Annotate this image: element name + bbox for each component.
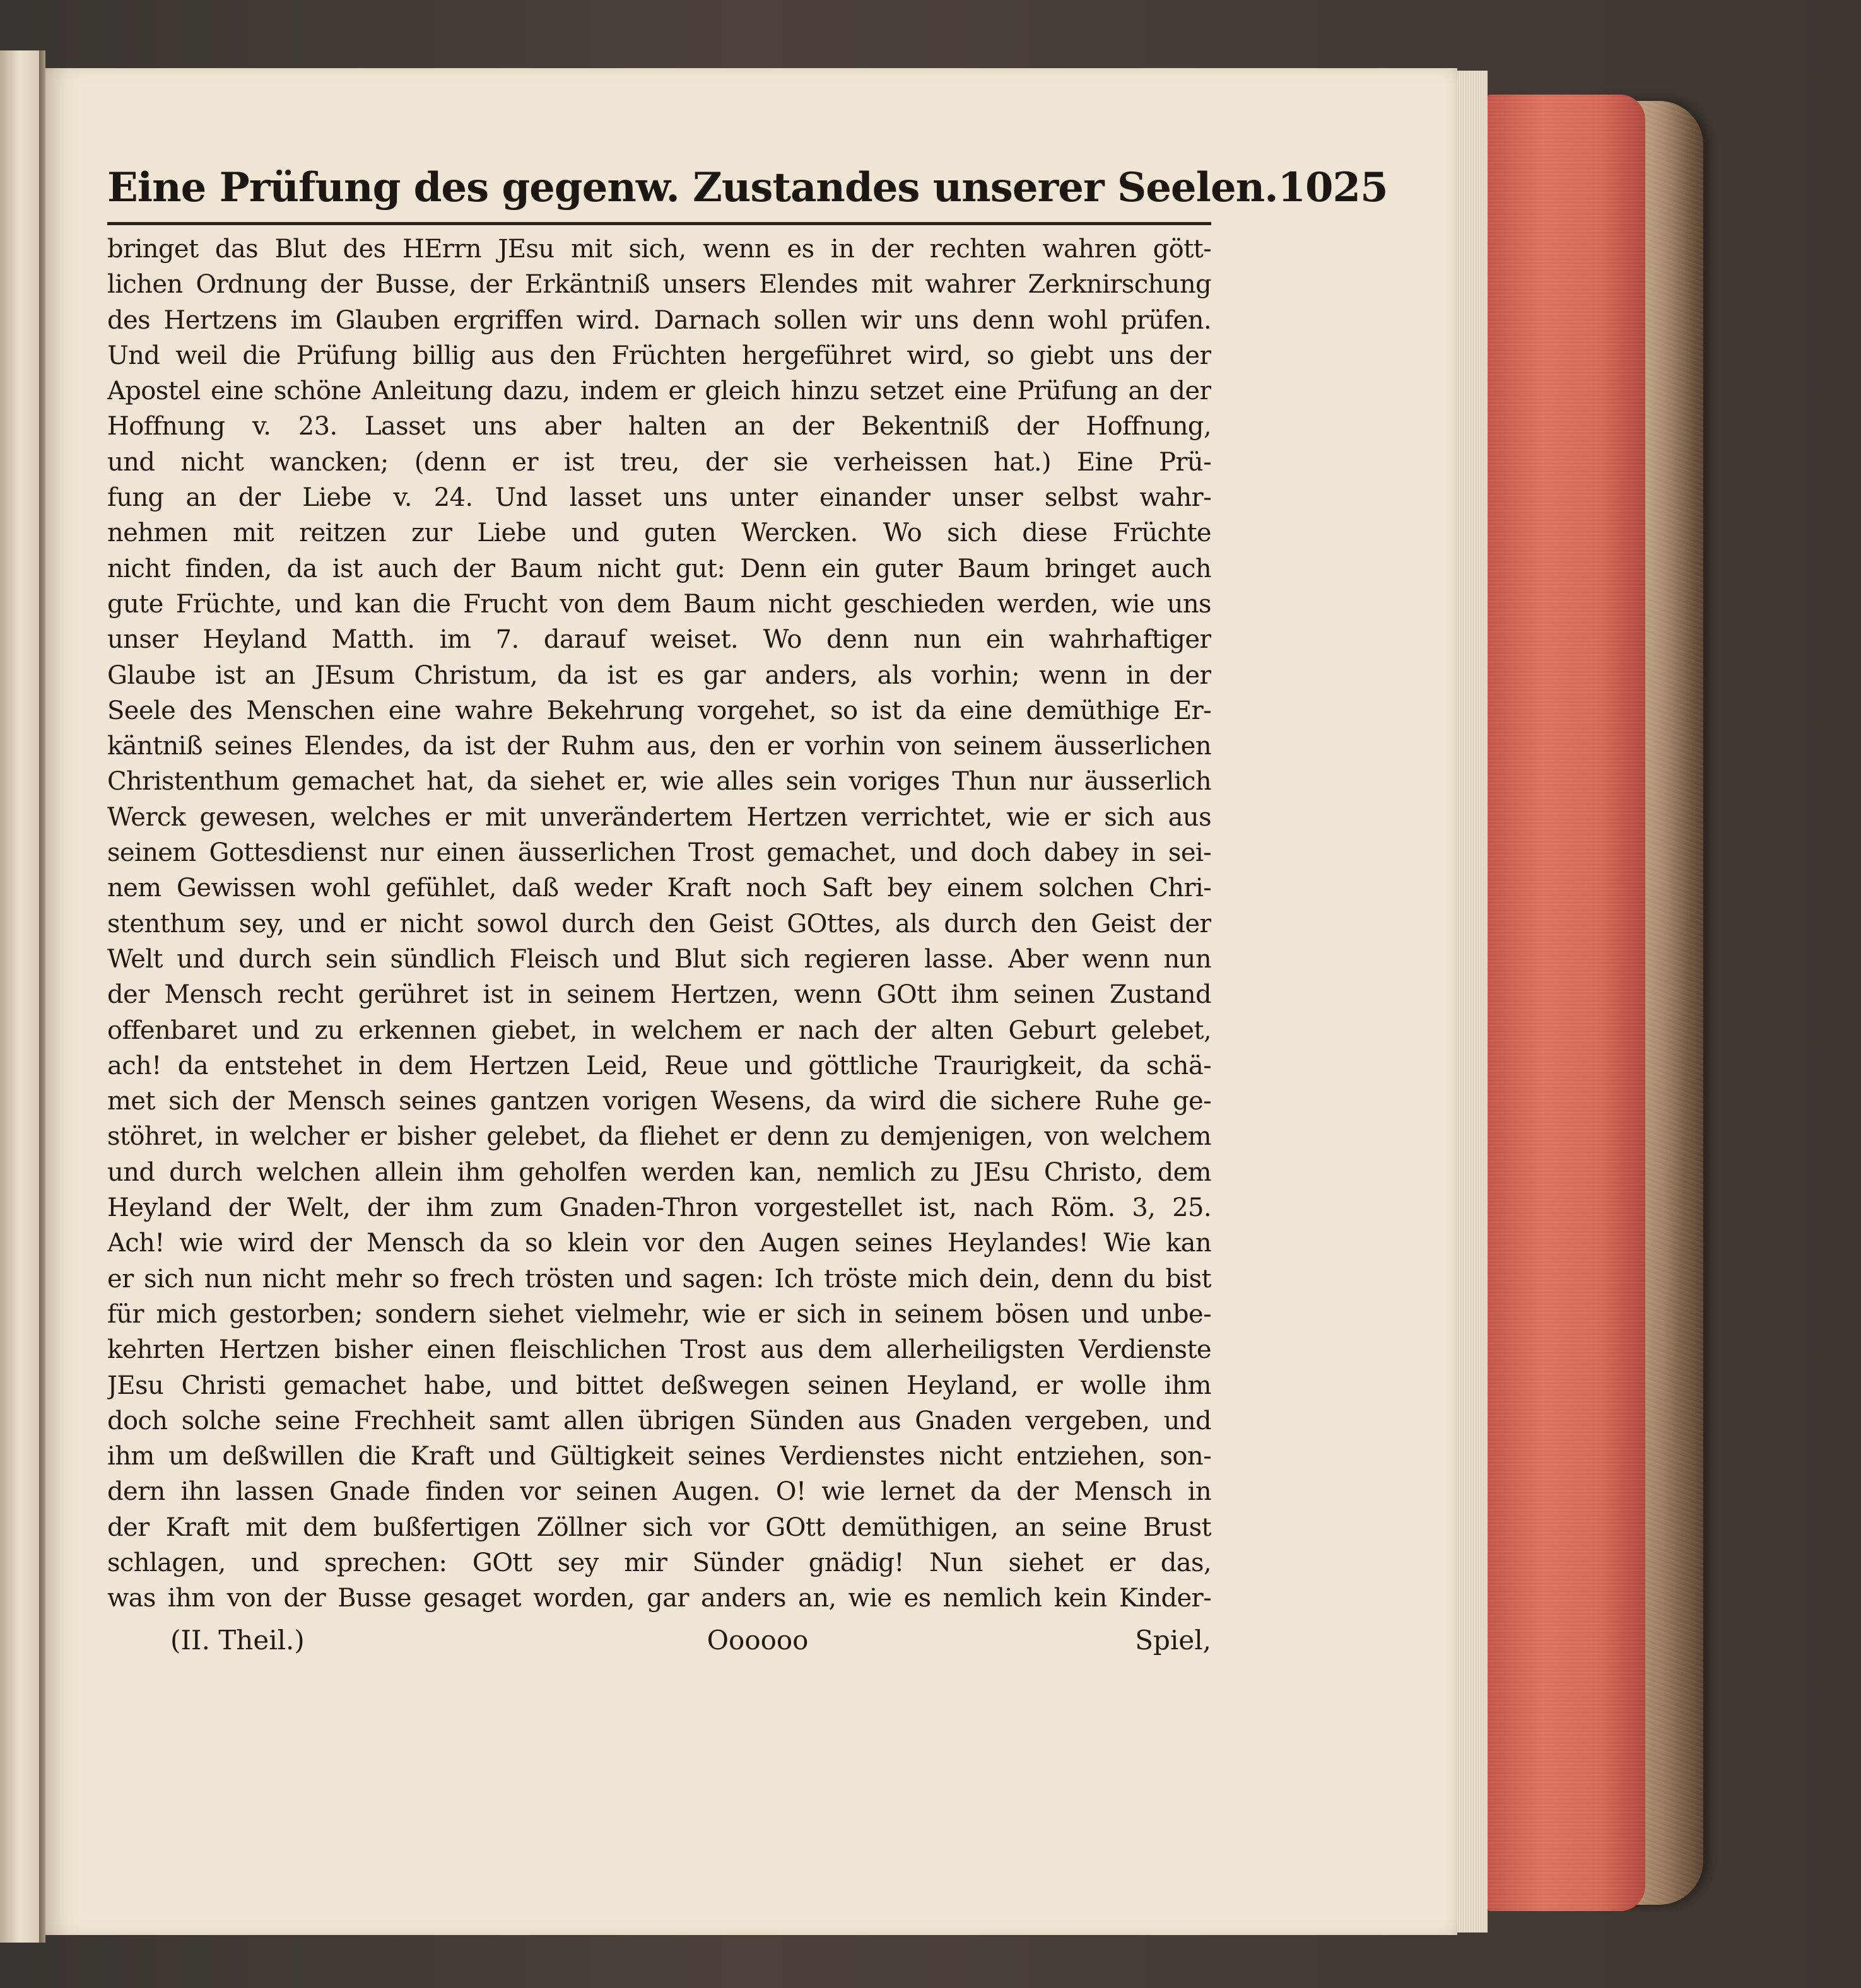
text-line: ihm um deßwillen die Kraft und Gültigkeit seines Verdienstes nicht entziehen, son-: [107, 1442, 1211, 1471]
text-line: gute Früchte, und kan die Frucht von dem Baum nicht geschieden werden, wie uns: [107, 589, 1211, 619]
text-line: Werck gewesen, welches er mit unverändertem Hertzen verrichtet, wie er sich aus: [107, 802, 1211, 832]
text-line: für mich gestorben; sondern siehet vielmehr, wie er sich in seinem bösen und unbe-: [107, 1299, 1211, 1329]
text-line: stenthum sey, und er nicht sowol durch den Geist GOttes, als durch den Geist der: [107, 909, 1211, 938]
footer-part: (II. Theil.): [170, 1624, 305, 1656]
fore-edge-texture: [1488, 95, 1645, 1911]
text-line: des Hertzens im Glauben ergriffen wird. Darnach sollen wir uns denn wohl prüfen.: [107, 305, 1211, 335]
page-footer: [107, 1622, 1211, 1659]
text-line: der Mensch recht gerühret ist in seinem Hertzen, wenn GOtt ihm seinen Zustand: [107, 980, 1211, 1010]
text-line: nicht finden, da ist auch der Baum nicht gut: Denn ein guter Baum bringet auch: [107, 554, 1211, 583]
text-line: Ach! wie wird der Mensch da so klein vor den Augen seines Heylandes! Wie kan: [107, 1229, 1211, 1258]
text-line: Heyland der Welt, der ihm zum Gnaden-Thron vorgestellet ist, nach Röm. 3, 25.: [107, 1193, 1211, 1223]
text-line: und nicht wancken; (denn er ist treu, der sie verheissen hat.) Eine Prü-: [107, 447, 1211, 477]
head-rule: [107, 222, 1211, 225]
red-fore-edge: [1488, 95, 1645, 1911]
text-line: schlagen, und sprechen: GOtt sey mir Sünder gnädig! Nun siehet er das,: [107, 1548, 1211, 1577]
text-line: lichen Ordnung der Busse, der Erkäntniß unsers Elendes mit wahrer Zerknirschung: [107, 270, 1211, 300]
text-line: und durch welchen allein ihm geholfen werden kan, nemlich zu JEsu Christo, dem: [107, 1157, 1211, 1187]
text-line: Christenthum gemachet hat, da siehet er, wie alles sein voriges Thun nur äusserlich: [107, 767, 1211, 797]
book-gutter: [39, 50, 45, 1943]
text-line: doch solche seine Frechheit samt allen übrigen Sünden aus Gnaden vergeben, und: [107, 1406, 1211, 1435]
running-head-title: Eine Prüfung des gegenw. Zustandes unserer Seelen.: [107, 164, 1278, 211]
running-head: [107, 158, 1388, 218]
footer-catchword: Spiel,: [1135, 1624, 1211, 1656]
text-line: seinem Gottesdienst nur einen äusserlichen Trost gemachet, und doch dabey in sei-: [107, 838, 1211, 868]
text-block: [107, 158, 1388, 1659]
text-line: dern ihn lassen Gnade finden vor seinen Augen. O! wie lernet da der Mensch in: [107, 1477, 1211, 1507]
text-line: JEsu Christi gemachet habe, und bittet deßwegen seinen Heyland, er wolle ihm: [107, 1371, 1211, 1400]
text-line: offenbaret und zu erkennen giebet, in welchem er nach der alten Geburt gelebet,: [107, 1015, 1211, 1045]
text-line: Seele des Menschen eine wahre Bekehrung vorgehet, so ist da eine demüthige Er-: [107, 696, 1211, 725]
page-number: 1025: [1277, 164, 1388, 211]
page-stack: [1457, 71, 1488, 1932]
text-line: kehrten Hertzen bisher einen fleischlichen Trost aus dem allerheiligsten Verdienste: [107, 1335, 1211, 1365]
body-text: [107, 231, 1211, 1617]
text-line: was ihm von der Busse gesaget worden, gar anders an, wie es nemlich kein Kinder-: [107, 1584, 1211, 1613]
footer-signature: Oooooo: [707, 1624, 809, 1656]
text-line: ach! da entstehet in dem Hertzen Leid, Reue und göttliche Traurigkeit, da schä-: [107, 1051, 1211, 1080]
text-line: Und weil die Prüfung billig aus den Früchten hergeführet wird, so giebt uns der: [107, 341, 1211, 370]
text-line: der Kraft mit dem bußfertigen Zöllner sich vor GOtt demüthigen, an seine Brust: [107, 1512, 1211, 1542]
text-line: nem Gewissen wohl gefühlet, daß weder Kraft noch Saft bey einem solchen Chri-: [107, 874, 1211, 903]
text-line: bringet das Blut des HErrn JEsu mit sich, wenn es in der rechten wahren gött-: [107, 235, 1211, 264]
text-line: unser Heyland Matth. im 7. darauf weiset. Wo denn nun ein wahrhaftiger: [107, 625, 1211, 655]
text-line: stöhret, in welcher er bisher gelebet, da fliehet er denn zu demjenigen, von welchem: [107, 1122, 1211, 1152]
text-line: nehmen mit reitzen zur Liebe und guten Wercken. Wo sich diese Früchte: [107, 518, 1211, 548]
text-line: Apostel eine schöne Anleitung dazu, indem er gleich hinzu setzet eine Prüfung an der: [107, 377, 1211, 406]
text-line: Glaube ist an JEsum Christum, da ist es gar anders, als vorhin; wenn in der: [107, 660, 1211, 690]
text-line: er sich nun nicht mehr so frech trösten und sagen: Ich tröste mich dein, denn du bist: [107, 1264, 1211, 1294]
text-line: Hoffnung v. 23. Lasset uns aber halten an der Bekentniß der Hoffnung,: [107, 412, 1211, 441]
left-page-edge: [0, 50, 41, 1943]
text-line: Welt und durch sein sündlich Fleisch und Blut sich regieren lasse. Aber wenn nun: [107, 944, 1211, 974]
text-line: met sich der Mensch seines gantzen vorigen Wesens, da wird die sichere Ruhe ge-: [107, 1087, 1211, 1116]
text-line: käntniß seines Elendes, da ist der Ruhm aus, den er vorhin von seinem äusserlichen: [107, 732, 1211, 761]
text-line: fung an der Liebe v. 24. Und lasset uns unter einander unser selbst wahr-: [107, 483, 1211, 513]
